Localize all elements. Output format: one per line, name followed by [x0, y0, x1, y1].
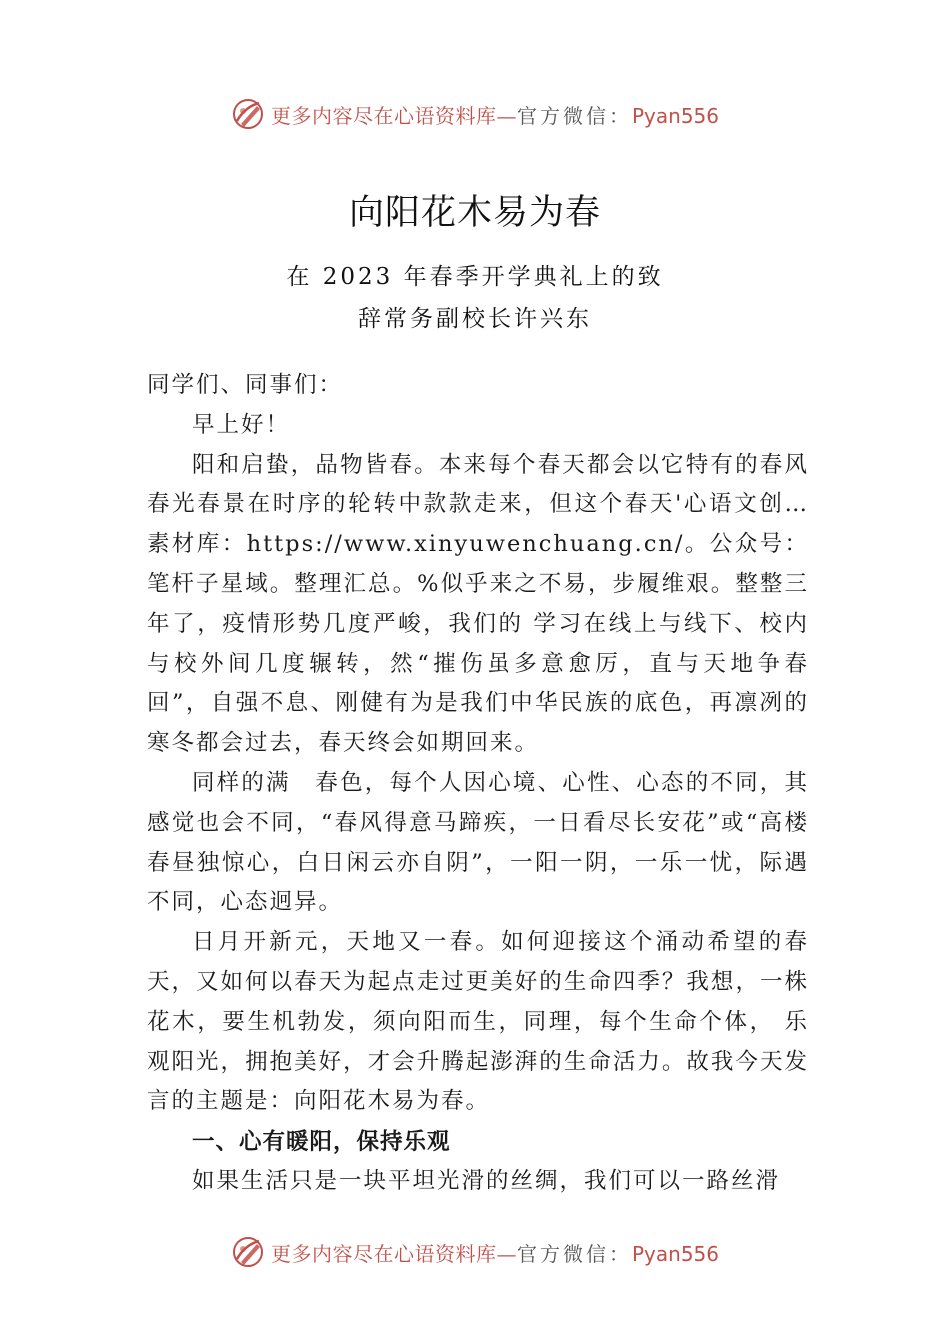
watermark-separator: — — [496, 103, 517, 128]
paragraph-3: 日月开新元，天地又一春。如何迎接这个涌动希望的春天，又如何以春天为起点走过更美好的生命四季？我想，一株花木，要生机勃发，须向阳而生，同理，每个生命个体， 乐观阳光，拥抱美好，才会升腾起澎湃的生命活力。故我今天发言的主题是：向阳花木易为春。 — [147, 929, 809, 1115]
footer-watermark — [0, 1232, 950, 1272]
document-subtitle-line1: 在 2023 年春季开学典礼上的致 — [286, 264, 664, 290]
paragraph-1: 阳和启蛰，品物皆春。本来每个春天都会以它特有的春风春光春景在时序的轮转中款款走来，但这个春天'心语文创…素材库：https://www.xinyuwenchuang.cn/。公众号：笔杆子星域。整理汇总。%似乎来之不易，步履维艰。整整三年了，疫情形势几度严峻，我们的 学习在线上与线下、校内与校外间几度辗转，然“摧伤虽多意愈厉，直与天地争春回”，自强不息、刚健有为是我们中华民族的底色，再凛冽的寒冬都会过去，春天终会如期回来。 — [147, 451, 809, 757]
watermark-text — [271, 1238, 719, 1267]
paragraph-4: 如果生活只是一块平坦光滑的丝绸，我们可以一路丝滑 — [192, 1168, 781, 1195]
watermark-wechat-id: Pyan556 — [631, 103, 719, 128]
document-body — [147, 366, 809, 1202]
document-title: 向阳花木易为春 — [348, 193, 601, 233]
salutation: 同学们、同事们： — [147, 372, 344, 398]
watermark-official: 官方微信： — [516, 103, 632, 128]
paragraph-greeting: 早上好！ — [192, 411, 291, 438]
pen-logo-icon — [231, 1235, 265, 1269]
watermark-official: 官方微信： — [516, 1241, 632, 1266]
watermark-text — [271, 100, 719, 129]
watermark-brand: 更多内容尽在心语资料库 — [270, 103, 497, 128]
document-subtitle-line2: 辞常务副校长许兴东 — [358, 306, 592, 332]
section-heading: 一、心有暖阳，保持乐观 — [192, 1129, 451, 1156]
watermark-separator: — — [496, 1241, 517, 1266]
paragraph-2: 同样的满 春色，每个人因心境、心性、心态的不同，其感觉也会不同，“春风得意马蹄疾，一日看尽长安花”或“高楼春昼独惊心，白日闲云亦自阴”，一阳一阴，一乐一忧，际遇不同，心态迥异。 — [147, 769, 809, 916]
watermark-wechat-id: Pyan556 — [631, 1241, 719, 1266]
pen-logo-icon — [231, 97, 265, 131]
header-watermark — [0, 94, 950, 134]
watermark-brand: 更多内容尽在心语资料库 — [270, 1241, 497, 1266]
